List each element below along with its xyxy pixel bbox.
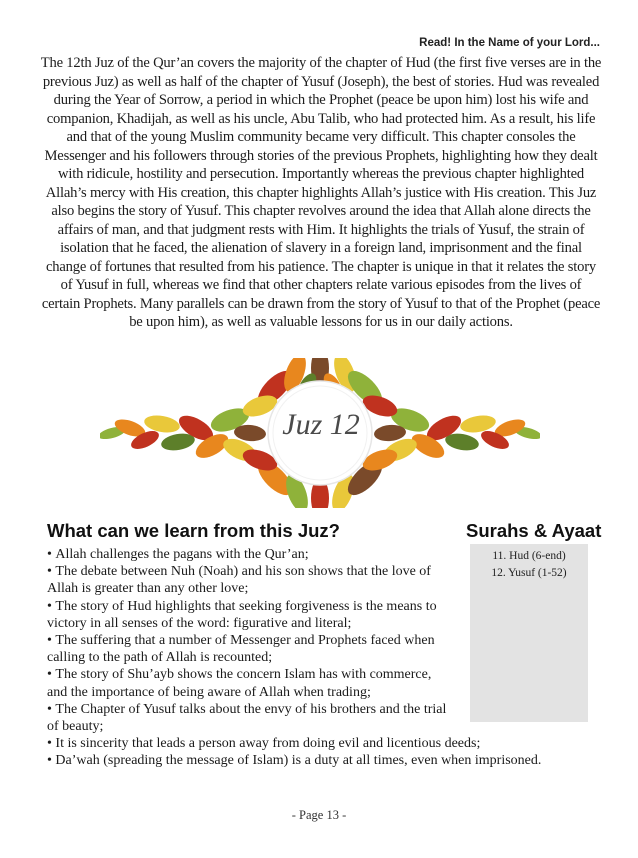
list-item: • The suffering that a number of Messenger and Prophets faced when calling to the path of Allah is recounted; [47, 632, 452, 666]
list-item: • The debate between Nuh (Noah) and his son shows that the love of Allah is greater than any other love; [47, 563, 452, 597]
juz-title: Juz 12 [282, 408, 360, 441]
surahs-box [470, 544, 588, 722]
list-item: • The Chapter of Yusuf talks about the envy of his brothers and the trial of beauty; [47, 701, 452, 735]
surahs-heading: Surahs & Ayaat [466, 520, 602, 541]
list-item: • It is sincerity that leads a person away from doing evil and licentious deeds; [47, 735, 547, 752]
surah-item: 11. Hud (6-end) [492, 550, 566, 562]
surah-item: 12. Yusuf (1-52) [491, 567, 567, 579]
learn-heading: What can we learn from this Juz? [47, 520, 340, 541]
list-item: • The story of Shu’ayb shows the concern Islam has with commerce, and the importance of being aware of Allah when trading; [47, 666, 452, 700]
list-item: • The story of Hud highlights that seeking forgiveness is the means to victory in all senses of the word: figurative and literal; [47, 598, 452, 632]
leaf-band-right [373, 404, 540, 466]
running-header: Read! In the Name of your Lord... [419, 37, 600, 49]
list-item: • Da’wah (spreading the message of Islam) is a duty at all times, even when imprisoned. [47, 752, 547, 769]
intro-paragraph: The 12th Juz of the Qur’an covers the majority of the chapter of Hud (the first five verses are in the previous Juz) as well as half of the chapter of Yusuf (Joseph), the best of stories. Hud was revealed during the Year of Sorrow, a period in which the Prophet (peace be upon him) lost his wife and companion, Khadijah, as well as his uncle, Abu Talib, who had protected him. As a result, his life and that of the young Muslim community became very difficult. This chapter consoles the Messenger and his followers through stories of the previous Prophets, highlighting how they dealt with ridicule, hostility and persecution. Importantly whereas the previous chapter highlighted Allah’s mercy with His creation, this chapter highlights Allah’s justice with His creation. This Juz also begins the story of Yusuf. This chapter revolves around the idea that Allah alone directs the affairs of man, and that judgment rests with Him. It highlights the trials of Yusuf, the strain of isolation that he faced, the alienation of slavery in a foreign land, imprisonment and the final change of fortunes that resulted from his patience. The chapter is unique in that it relates the story of Yusuf in full, whereas we find that other chapters relate various episodes from the lives of certain Prophets. Many parallels can be drawn from the story of Yusuf to that of the Prophet (peace be upon him), as well as valuable lessons for us in our daily actions. [40, 55, 602, 330]
list-item: • Allah challenges the pagans with the Qur’an; [47, 546, 452, 563]
page-number: - Page 13 - [291, 808, 347, 822]
leaf-band-left [100, 404, 267, 466]
